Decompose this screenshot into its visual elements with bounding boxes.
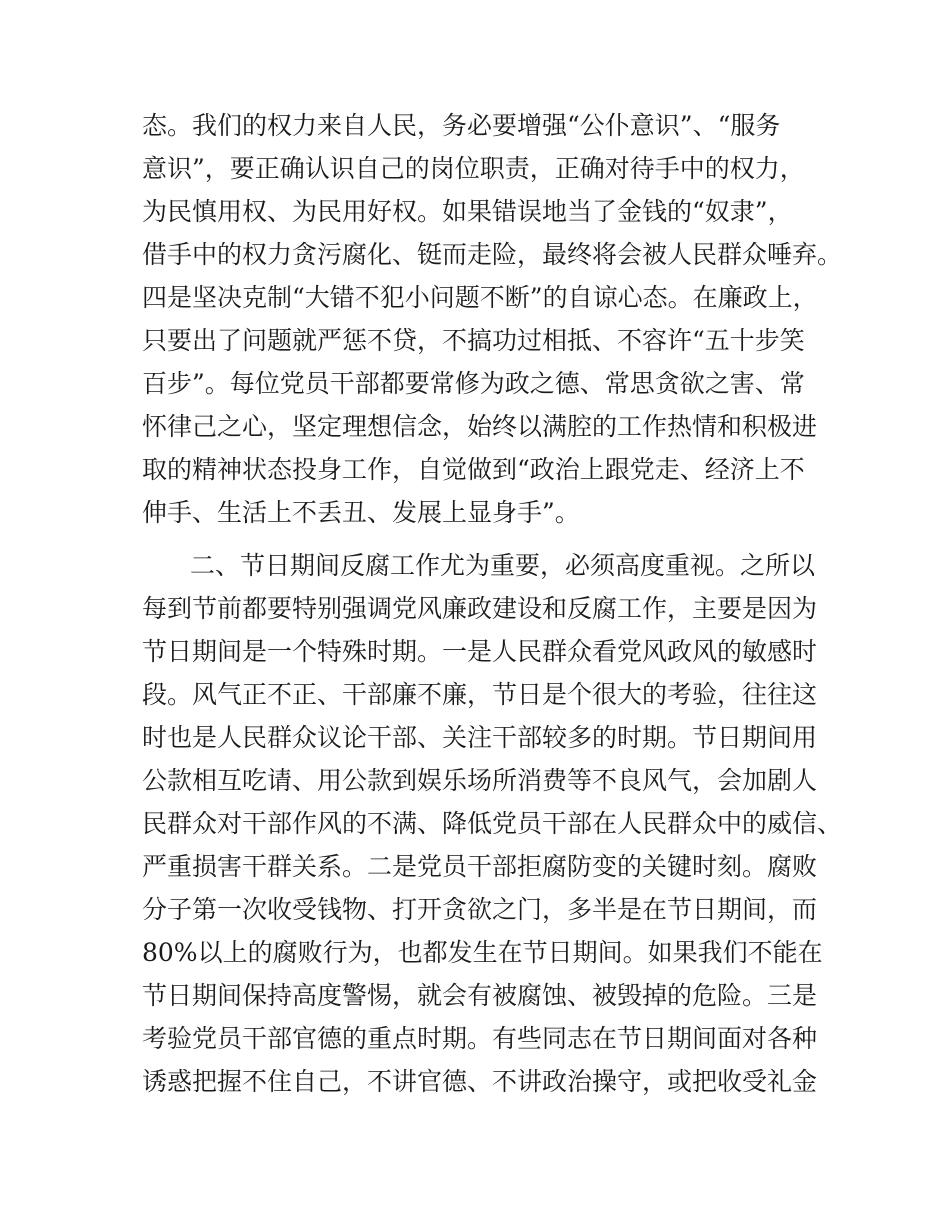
text-line: 公款相互吃请、用公款到娱乐场所消费等不良风气，会加剧人 [142, 766, 818, 795]
paragraph-1 [142, 104, 843, 534]
text-line: 考验党员干部官德的重点时期。有些同志在节日期间面对各种 [142, 1024, 818, 1053]
text-line: 诱惑把握不住自己，不讲官德、不讲政治操守，或把收受礼金 [142, 1067, 818, 1096]
text-line: 每到节前都要特别强调党风廉政建设和反腐工作，主要是因为 [142, 594, 818, 623]
text-line: 态。我们的权力来自人民，务必要增强“公仆意识”、“服务 [142, 111, 781, 140]
text-line: 伸手、生活上不丢丑、发展上显身手”。 [142, 498, 580, 527]
document-body [142, 104, 843, 1103]
text-line: 为民慎用权、为民用好权。如果错误地当了金钱的“奴隶”， [142, 197, 793, 226]
text-line: 只要出了问题就严惩不贷，不搞功过相抵、不容许“五十步笑 [142, 326, 805, 355]
text-line: 严重损害干群关系。二是党员干部拒腐防变的关键时刻。腐败 [142, 852, 818, 881]
text-line: 节日期间是一个特殊时期。一是人民群众看党风政风的敏感时 [142, 637, 818, 666]
text-line: 百步”。每位党员干部都要常修为政之德、常思贪欲之害、常 [142, 369, 805, 398]
text-line: 民群众对干部作风的不满、降低党员干部在人民群众中的威信、 [142, 809, 843, 838]
text-line: 分子第一次收受钱物、打开贪欲之门，多半是在节日期间，而 [142, 895, 818, 924]
paragraph-2 [142, 544, 843, 1103]
text-line: 四是坚决克制“大错不犯小问题不断”的自谅心态。在廉政上， [142, 283, 818, 312]
text-line: 意识”，要正确认识自己的岗位职责，正确对待手中的权力， [142, 154, 805, 183]
text-line: 怀律己之心，坚定理想信念，始终以满腔的工作热情和积极进 [142, 412, 818, 441]
text-line: 取的精神状态投身工作，自觉做到“政治上跟党走、经济上不 [142, 455, 805, 484]
text-line: 借手中的权力贪污腐化、铤而走险，最终将会被人民群众唾弃。 [142, 240, 843, 269]
text-line: 80%以上的腐败行为，也都发生在节日期间。如果我们不能在 [142, 938, 823, 967]
text-line: 时也是人民群众议论干部、关注干部较多的时期。节日期间用 [142, 723, 818, 752]
text-line: 节日期间保持高度警惕，就会有被腐蚀、被毁掉的危险。三是 [142, 981, 818, 1010]
text-line: 二、节日期间反腐工作尤为重要，必须高度重视。之所以 [190, 551, 816, 580]
text-line: 段。风气正不正、干部廉不廉，节日是个很大的考验，往往这 [142, 680, 818, 709]
